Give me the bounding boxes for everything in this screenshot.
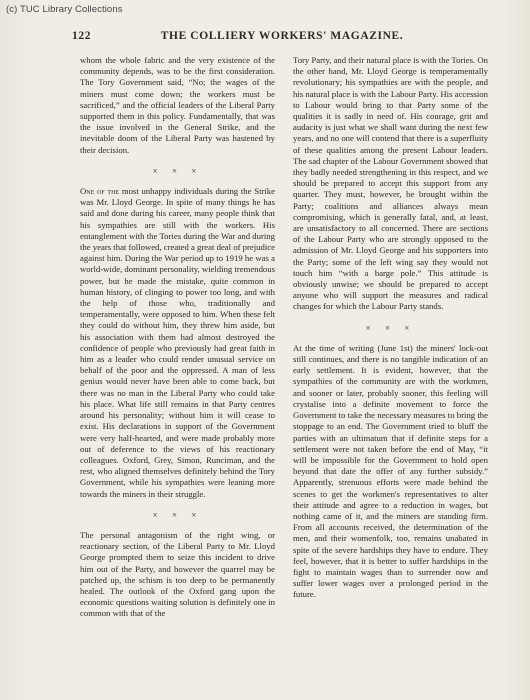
left-column xyxy=(80,55,275,620)
paragraph xyxy=(80,186,275,500)
page-header xyxy=(72,30,472,42)
copyright-watermark: (c) TUC Library Collections xyxy=(6,4,123,15)
page-number: 122 xyxy=(72,30,92,42)
section-separator: × × × xyxy=(365,322,416,333)
paragraph: Tory Party, and their natural place is with the Tories. On the other hand, Mr. Lloyd George is temperamentally revolutionary; his sympathies are with the people, and his natural place is with the Labour Party. His accession to Labour would bring to that Party some of the qualities it is sadly in need of. His courage, grit and audacity is just what we shall want during the next few years, and no one will contend that there is a superfluity of these qualities among the present Labour leaders. The sad chapter of the Labour Government showed that they badly needed strengthening in this respect, and we should be prepared to accept this support from any quarter. They must, however, be brought within the Party; coalitions and alliances always mean compromising, which is generally fatal, and, at least, are unsatisfactory to all concerned. There are sections of the Labour Party who are strongly opposed to the admission of Mr. Lloyd George and his supporters into the Party; some of the left wing say they would not touch him “with a barge pole.” This attitude is obviously unwise; we should be prepared to accept anyone who will support the measures and radical changes for which the Labour Party stands. xyxy=(293,55,488,312)
paragraph: At the time of writing (June 1st) the miners' lock-out still continues, and there is no tangible indication of an early settlement. It is evident, however, that the sympathies of the community are with the workmen, and sooner or later, probably sooner, this feeling will crystalise into a definite movement to force the Government to take the necessary measures to bring the stoppage to an end. The Government tried to bluff the parties with an ultimatum that if definite steps for a settlement were not taken before the end of May, “it will be impossible for the Government to hold open beyond that date the offer of any further subsidy.” Apparently, strenuous efforts were made behind the scenes to get the workmen's representatives to alter their attitude and agree to a reduction in wages, but nothing came of it, and the miners are standing firm. From all accounts received, the determination of the men, and their womenfolk, too, remains unabated in spite of the severe hardships they have to endure. They feel, however, that it is better to suffer hardships in the fight to maintain wages than to surrender now and suffer lower wages over a prolonged period in the future. xyxy=(293,342,488,600)
paragraph-lead-in: One of the xyxy=(80,186,120,197)
paragraph: The personal antagonism of the right wing, or reactionary section, of the Liberal Party to Mr. Lloyd George prompted them to seize this incident to drive him out of the Party, and however the quarrel may be patched up, the schism is too deep to be permanently healed. The outlook of the Oxford gang upon the economic questions waiting solution is definitely one in common with that of the xyxy=(80,529,275,619)
running-title: THE COLLIERY WORKERS' MAGAZINE. xyxy=(160,30,404,42)
paragraph: whom the whole fabric and the very existence of the community depends, was to be the first consideration. The Tory Government said, “No; the wages of the miners must come down; the workers must be sacrificed,” and the official leaders of the Liberal Party supported them in this policy. Fundamentally, that was the issue involved in the General Strike, and the inevitable doom of the Liberal Party was hastened by their decision. xyxy=(80,55,275,155)
right-column xyxy=(293,55,488,620)
paragraph-text: most unhappy individuals during the Strike was Mr. Lloyd George. In spite of many things he has said and done during his career, many people think that his sympathies are still with the workers. His entanglement with the Tories during the War and during the years that followed, created a great deal of prejudice against him. During the War period up to 1919 he was a world-wide, dominant personality, wielding tremendous power, but he made the mistake, quite common in human history, of clinging to power too long, and with the help of those who, traditionally and temperamentally, were opposed to him. When these felt they could do without him, they threw him aside, but his association with them had almost destroyed the confidence of people who previously had great faith in him as a leader who could render unusual service on behalf of the poor and the oppressed. A man of less genius would never have been able to come back, but there was no man in the Liberal Party who could take his place. What life still remains in that Party centres around his personality; without him it will cease to exist. His declarations in support of the Government were very half-hearted, and were made probably more out of deference to the views of his reactionary colleagues. Oxford, Grey, Simon, Runciman, and the rest, who aligned themselves definitely behind the Tory Government, while his sympathies were leaning more towards the miners in their struggle. xyxy=(80,186,275,499)
article-body xyxy=(80,55,488,620)
section-separator: × × × xyxy=(152,509,203,520)
section-separator: × × × xyxy=(152,165,203,176)
